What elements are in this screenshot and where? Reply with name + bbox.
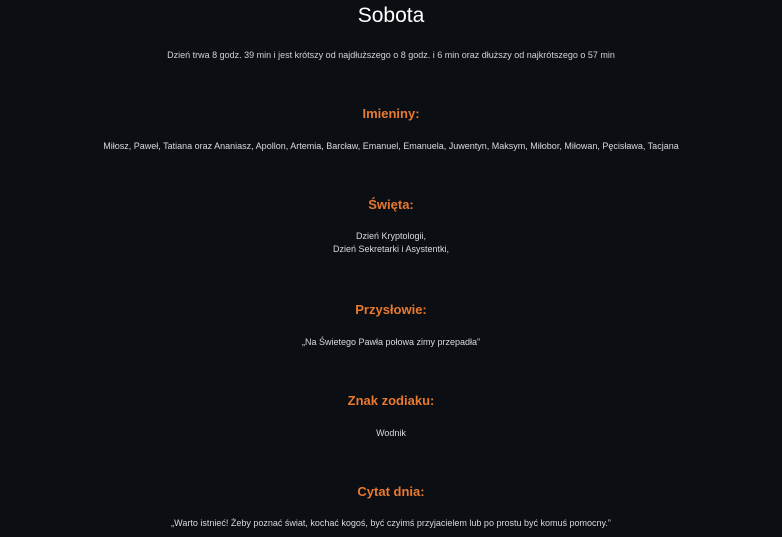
zodiak-heading: Znak zodiaku: — [347, 393, 435, 408]
przyslowie-heading: Przysłowie: — [355, 302, 427, 317]
cytat-text: „Warto istnieć! Żeby poznać świat, kochać kogoś, być czyimś przyjacielem lub po prostu być komuś pomocny.” — [171, 518, 611, 528]
cytat-heading: Cytat dnia: — [357, 484, 425, 499]
swieta-list — [0, 230, 782, 256]
zodiak-sign: Wodnik — [376, 428, 406, 438]
swieta-item: Dzień Sekretarki i Asystentki, — [332, 244, 450, 254]
imieniny-names: Miłosz, Paweł, Tatiana oraz Ananiasz, Apollon, Artemia, Barcław, Emanuel, Emanuela, Juwentyn, Maksym, Miłobor, Miłowan, Pęcisława, Tacjana — [103, 141, 679, 151]
imieniny-heading: Imieniny: — [362, 106, 420, 121]
przyslowie-text: „Na Świetego Pawła połowa zimy przepadła” — [301, 337, 481, 347]
day-length-text: Dzień trwa 8 godz. 39 min i jest krótszy od najdłuższego o 8 godz. i 6 min oraz dłuższy od najkrótszego o 57 min — [167, 50, 615, 60]
swieta-item: Dzień Kryptologii, — [355, 231, 427, 241]
day-title: Sobota — [357, 4, 425, 27]
swieta-heading: Święta: — [368, 197, 414, 212]
